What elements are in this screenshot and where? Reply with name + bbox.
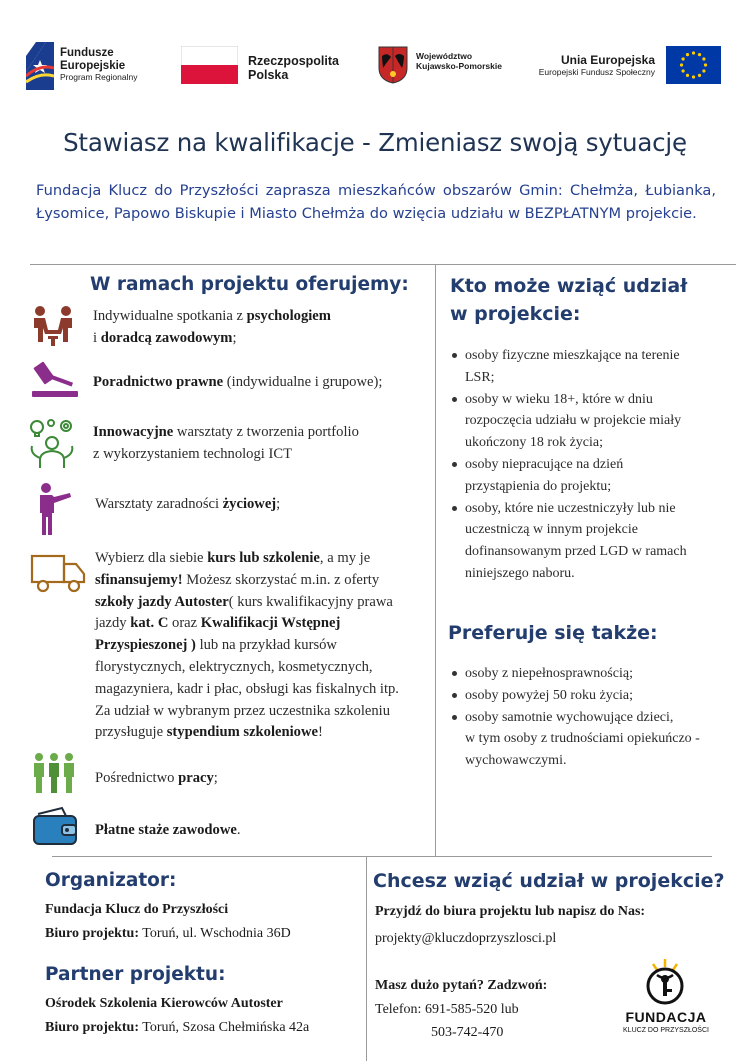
divider-footer [366,856,367,1061]
logo-bar [0,38,750,98]
legal-highlight: Poradnictwo prawne [93,374,224,390]
offer-item-internships: Płatne staże zawodowe. [95,822,241,838]
fe-line3: Program Regionalny [60,72,138,83]
organizer-heading: Organizator: [45,870,177,891]
page-title: Stawiasz na kwalifikacje - Zmieniasz swoją sytuację [63,128,687,157]
job-highlight: pracy [178,770,214,786]
join-line1: Przyjdź do biura projektu lub napisz do Nas: [375,904,646,919]
autoster-highlight: szkoły jazdy Autoster [95,593,229,610]
list-item: osoby samotnie wychowujące dzieci, w tym osoby z trudnościami opiekuńczo - wychowawczymi. [451,707,736,772]
partner-block: Ośrodek Szkolenia Kierowców Autoster Biuro projektu: Toruń, Szosa Chełmińska 42a [45,996,310,1035]
delivery-truck-icon [30,552,86,594]
list-item: osoby w wieku 18+, które w dniu rozpoczęcia udziału w projekcie miały ukończony 18 rok życia; [451,389,736,454]
who-heading-line1: Kto może wziąć udział [450,275,688,297]
category-c-highlight: kat. C [130,615,169,632]
fundacja-subtitle: KLUCZ DO PRZYSZŁOŚCI [623,1027,709,1034]
list-item: osoby niepracujące na dzień przystąpienia do projektu; [451,454,736,498]
email-link[interactable]: projekty@kluczdoprzyszlosci.pl [375,931,557,946]
partner-address: Toruń, Szosa Chełmińska 42a [139,1020,310,1035]
offer-item-life-skills: Warsztaty zaradności życiowej; [95,496,281,512]
list-item: osoby fizyczne mieszkające na terenie LSR; [451,345,736,389]
join-heading: Chcesz wziąć udział w projekcie? [373,870,725,892]
kp-line1: Województwo [416,51,473,61]
phone-line2: 503-742-470 [431,1025,504,1040]
internship-highlight: Płatne staże zawodowe [95,822,237,838]
offer-item-job-agency: Pośrednictwo pracy; [95,770,218,786]
consultation-people-icon [28,304,78,346]
ue-line1: Unia Europejska [560,53,655,67]
offer-heading: W ramach projektu oferujemy: [90,274,409,295]
job-agency-people-icon [30,752,78,794]
phone-line1: Telefon: 691-585-520 lub [375,1002,519,1017]
offer-item-innovative: Innowacyjne warsztaty z tworzenia portfolio z wykorzystaniem technologi ICT [93,424,359,462]
question-text: Masz dużo pytań? Zadzwoń: [375,978,548,993]
course-highlight: kurs lub szkolenie [207,550,320,566]
career-advisor-highlight: doradcą zawodowym [100,329,233,346]
partner-heading: Partner projektu: [45,964,226,985]
polish-flag-icon [181,46,238,84]
list-item: osoby z niepełnosprawnością; [451,663,736,685]
presenter-person-icon [34,482,76,536]
accelerated-highlight: Przyspieszonej ) [95,637,196,654]
rp-line1: Rzeczpospolita [248,54,339,68]
qualification-highlight: Kwalifikacji Wstępnej [200,615,341,632]
who-heading-line2: w projekcie: [450,303,581,325]
kujawsko-pomorskie-coat-of-arms-icon [378,46,408,84]
scholarship-highlight: stypendium szkoleniowe [166,724,318,741]
list-item: osoby, które nie uczestniczyły lub nie uczestniczą w innym projekcie dofinansowanym przed LGD w ramach niniejszego naboru. [451,498,736,585]
eu-flag-icon [666,46,721,84]
innovative-highlight: Innowacyjne [93,424,174,440]
prefer-list [451,663,736,772]
fundusze-europejskie-logo-icon [26,42,54,90]
offer-item-psychologist: Indywidualne spotkania z psychologiem i doradcą zawodowym; [93,308,331,346]
fundacja-name: FUNDACJA [625,1009,707,1025]
offer-item-courses: Wybierz dla siebie kurs lub szkolenie, a my je sfinansujemy! Możesz skorzystać m.in. z oferty szkoły jazdy Autoster( kurs kwalifikacyjny prawa jazdy kat. C oraz Kwalifikacji Wstępnej Przyspieszonej ) lub na przykład kursów florystycznych, elektrycznych, kosmetycznych, magazyniera, kadr i płac, obsługi kas fiskalnych itp. Za udział w wybranym przez uczestnika szkoleniu przysługuje stypendium szkoleniowe! [95,550,399,741]
divider-bottom [52,856,712,857]
wallet-icon [32,806,78,846]
partner-name: Ośrodek Szkolenia Kierowców Autoster [45,996,283,1011]
prefer-heading: Preferuje się także: [448,622,658,644]
divider-top [30,264,736,265]
who-list [451,345,736,585]
gavel-icon [30,361,80,399]
ue-line2: Europejski Fundusz Społeczny [538,66,655,77]
psychologist-highlight: psychologiem [246,308,331,324]
life-highlight: życiowej [222,496,277,512]
intro-text: Fundacja Klucz do Przyszłości zaprasza mieszkańców obszarów Gmin: Chełmża, Łubianka, Łysomice, Papowo Biskupie i Miasto Chełmża do wzięcia udziału w BEZPŁATNYM projekcie. [36,182,716,222]
fundacja-key-logo-icon [643,958,687,1008]
fe-line1: Fundusze [60,47,114,59]
fe-line2: Europejskie [60,60,126,73]
organizer-block: Fundacja Klucz do Przyszłości Biuro projektu: Toruń, ul. Wschodnia 36D [45,902,291,941]
organizer-address: Toruń, ul. Wschodnia 36D [139,926,291,941]
finance-highlight: sfinansujemy! [95,571,183,588]
offer-item-legal: Poradnictwo prawne (indywidualne i grupowe); [93,374,383,390]
list-item: osoby powyżej 50 roku życia; [451,685,736,707]
kp-line2: Kujawsko-Pomorskie [416,60,502,71]
divider-columns [435,264,436,856]
who-heading [450,272,687,328]
innovation-ideas-icon [28,418,76,470]
rp-line2: Polska [248,68,289,83]
organizer-name: Fundacja Klucz do Przyszłości [45,902,229,917]
